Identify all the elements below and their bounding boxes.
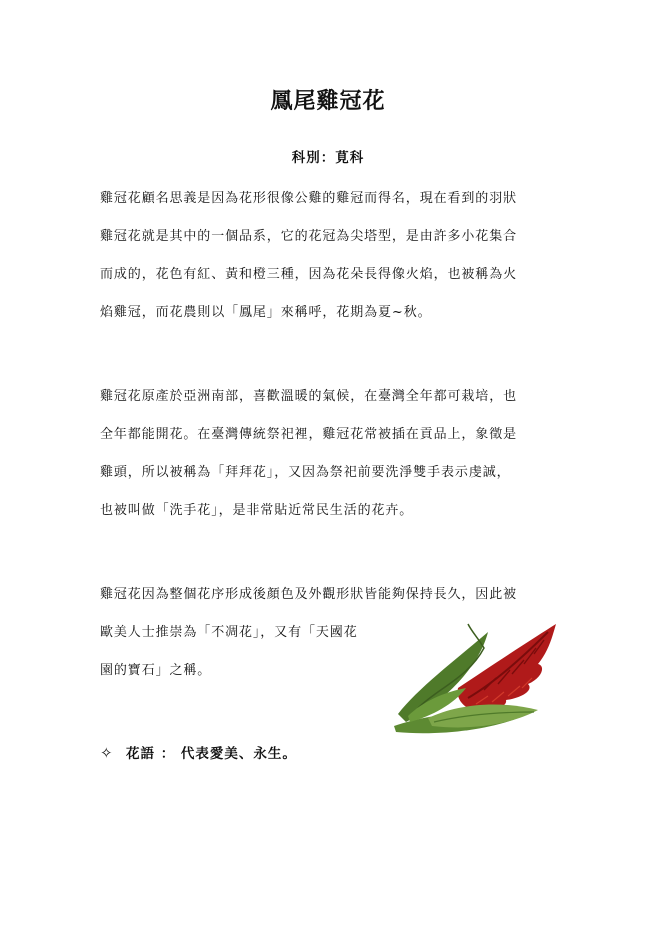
celosia-flower-image	[388, 618, 564, 736]
paragraph-line: 歐美人士推崇為「不凋花」，又有「天國花	[100, 625, 358, 640]
paragraph-habitat	[100, 384, 560, 536]
celosia-flower-icon	[388, 618, 564, 736]
paragraph-name-origin	[100, 186, 560, 338]
plume-shape	[458, 624, 556, 711]
plant-family-label: 科別：莧科	[291, 150, 365, 166]
flower-meaning	[100, 740, 297, 767]
paragraph-line: 也被叫做「洗手花」，是非常貼近常民生活的花卉。	[100, 503, 414, 518]
paragraph-line: 而成的，花色有紅、黃和橙三種，因為花朵長得像火焰，也被稱為火	[100, 267, 518, 282]
page-title: 鳳尾雞冠花	[270, 88, 386, 114]
paragraph-line: 雞冠花顧名思義是因為花形很像公雞的雞冠而得名，現在看到的羽狀	[100, 191, 518, 206]
paragraph-line: 全年都能開花。在臺灣傳統祭祀裡，雞冠花常被插在貢品上，象徵是	[100, 427, 518, 442]
leaf-shape	[428, 704, 538, 727]
paragraph-line: 雞冠花就是其中的一個品系，它的花冠為尖塔型，是由許多小花集合	[100, 229, 518, 244]
paragraph-line: 雞頭，所以被稱為「拜拜花」，又因為祭祀前要洗淨雙手表示虔誠，	[100, 465, 511, 480]
paragraph-line: 雞冠花原產於亞洲南部，喜歡溫暖的氣候，在臺灣全年都可栽培，也	[100, 389, 518, 404]
paragraph-line: 焰雞冠，而花農則以「鳳尾」來稱呼，花期為夏~秋。	[100, 305, 432, 320]
paragraph-line: 園的寶石」之稱。	[100, 663, 212, 678]
paragraph-line: 雞冠花因為整個花序形成後顏色及外觀形狀皆能夠保持長久，因此被	[100, 587, 518, 602]
flower-meaning-text: 花語 ： 代表愛美、永生。	[126, 746, 297, 762]
sparkle-bullet-icon: ✧	[100, 744, 114, 762]
